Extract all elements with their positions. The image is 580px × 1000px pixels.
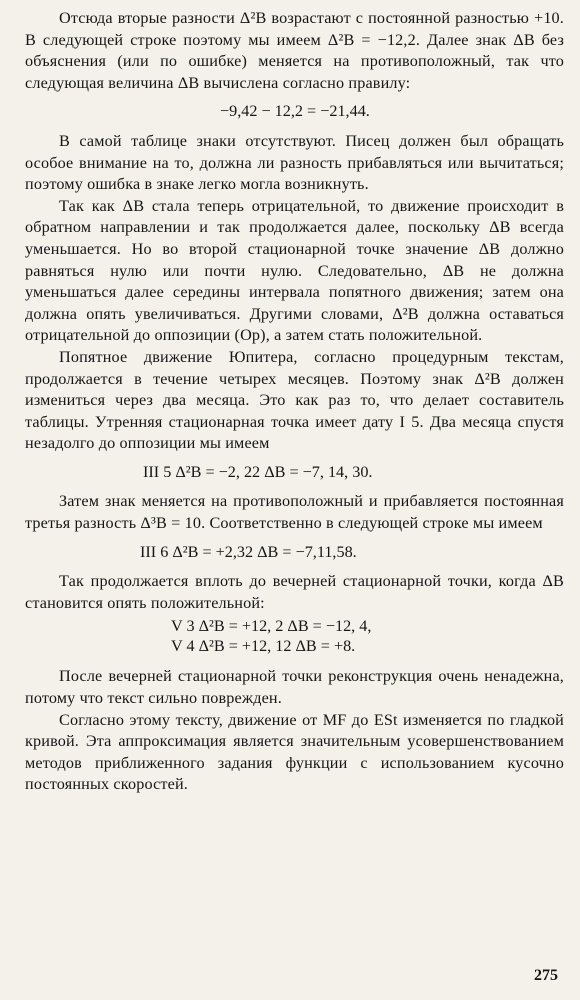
formula-v-3: V 3 Δ²B = +12, 2 ΔB = −12, 4,	[171, 617, 372, 636]
page-number: 275	[534, 967, 558, 984]
paragraph-missing-signs: В самой таблице знаки отсутствуют. Писец должен был обращать особое внимание на то, должна ли разность прибавляться или вычитаться; поэтому ошибка в знаке легко могла возникнуть.	[25, 131, 564, 194]
paragraph-smooth-curve: Согласно этому тексту, движение от MF до ESt изменяется по гладкой кривой. Эта аппроксимация является значительным усовершенствованием методов приближенного задания функции с использованием кусочно постоянных скоростей.	[25, 710, 564, 794]
formula-v-4: V 4 Δ²B = +12, 12 ΔB = +8.	[171, 637, 356, 656]
paragraph-reconstruction: После вечерней стационарной точки реконструкция очень ненадежна, потому что текст сильно поврежден.	[25, 667, 564, 708]
paragraph-retrograde-motion: Попятное движение Юпитера, согласно процедурным текстам, продолжается в течение четырех месяцев. Поэтому знак Δ²B должен измениться через два месяца. Это как раз то, что делает составитель таблицы. Утренняя стационарная точка имеет дату I 5. Два месяца спустя незадолго до оппозиции мы имеем	[25, 347, 564, 453]
paragraph-third-difference: Затем знак меняется на противоположный и прибавляется постоянная третья разность Δ³B = 10. Соответственно в следующей строке мы имеем	[25, 492, 564, 533]
formula-iii-5: III 5 Δ²B = −2, 22 ΔB = −7, 14, 30.	[143, 462, 373, 481]
formula-delta-b-sum: −9,42 − 12,2 = −21,44.	[220, 102, 370, 121]
paragraph-second-differences: Отсюда вторые разности Δ²B возрастают с постоянной разностью +10. В следующей строке поэтому мы имеем Δ²B = −12,2. Далее знак ΔB без объяснения (или по ошибке) меняется на противоположный, так что следующая величина ΔB вычислена согласно правилу:	[25, 9, 564, 92]
formula-iii-6: III 6 Δ²B = +2,32 ΔB = −7,11,58.	[140, 542, 357, 561]
paragraph-negative-delta-b: Так как ΔB стала теперь отрицательной, то движение происходит в обратном направлении и так продолжается далее, поскольку ΔB всегда уменьшается. Но во второй стационарной точке значение ΔB должно равняться нулю или почти нулю. Следовательно, ΔB не должна уменьшаться далее середины интервала попятного движения; затем она должна опять увеличиваться. Другими словами, Δ²B должна оставаться отрицательной до оппозиции (Op), а затем стать положительной.	[25, 196, 564, 345]
paragraph-evening-station: Так продолжается вплоть до вечерней стационарной точки, когда ΔB становится опять положительной:	[25, 572, 564, 612]
formula-group-v	[25, 616, 564, 656]
